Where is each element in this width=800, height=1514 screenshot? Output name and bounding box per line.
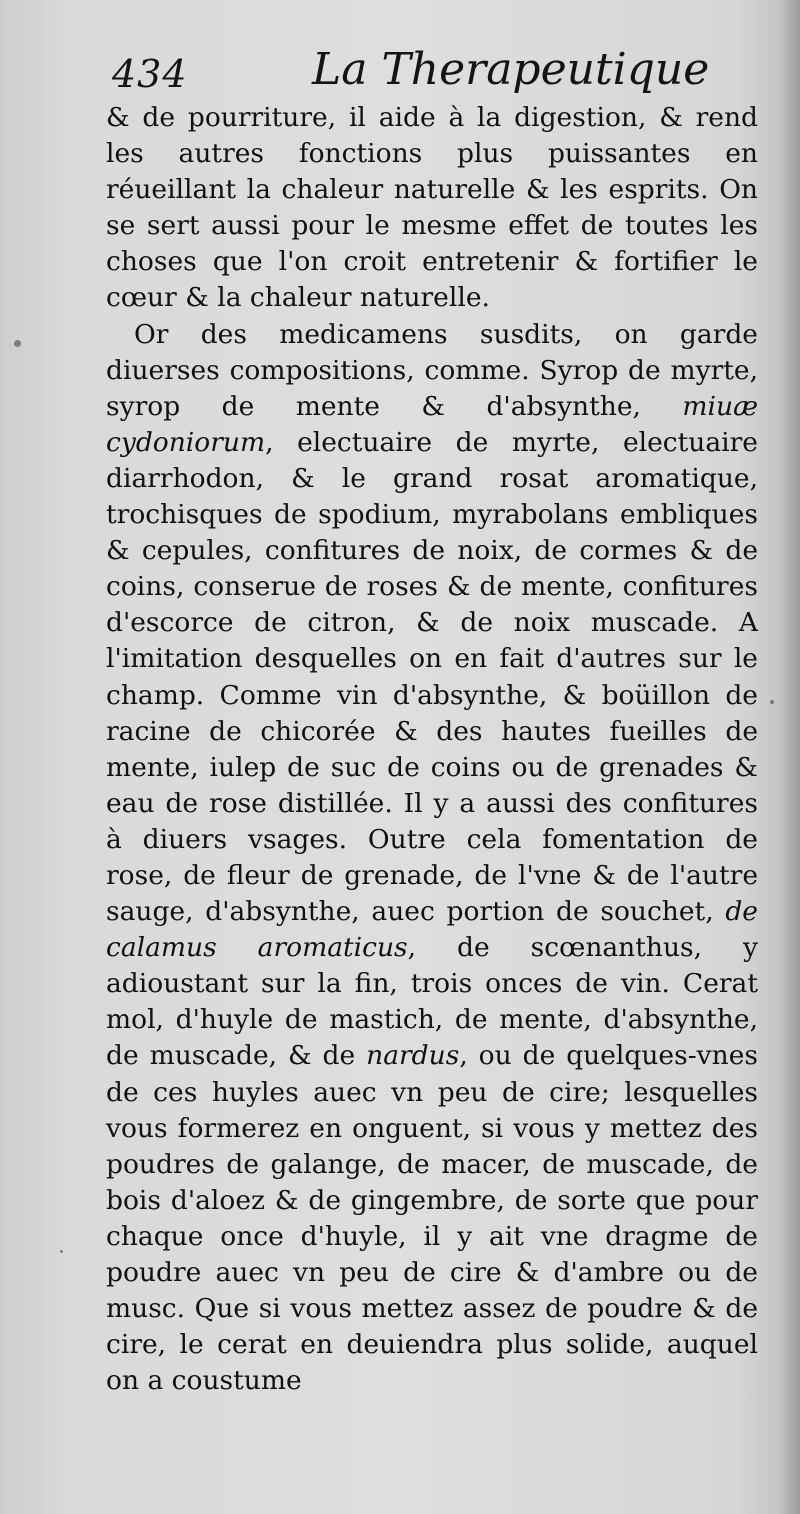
ink-speck xyxy=(14,340,21,347)
paragraph-2 xyxy=(106,317,758,1400)
text-segment: , de scœnanthus, y adioustant sur la fin, trois onces de vin. Cerat mol, d'huyle de mastich, de mente, d'absynthe, de muscade, & de xyxy=(106,932,758,1072)
text-segment: , electuaire de myrte, electuaire diarrhodon, & le grand rosat aromatique, trochisques de spodium, myrabolans embliques & cepules, confitures de noix, de cormes & de coins, conserue de roses & de mente, confitures d'escorce de citron, & de noix muscade. A l'imitation desquelles on en fait d'autres sur le champ. Comme vin d'absynthe, & boüillon de racine de chicorée & des hautes fueilles de mente, iulep de suc de coins ou de grenades & eau de rose distillée. Il y a aussi des confitures à diuers vsages. Outre cela fomentation de rose, de fleur de grenade, de l'vne & de l'autre sauge, d'absynthe, auec portion de souchet, xyxy=(106,426,758,928)
text-segment: & de pourriture, il aide à la digestion, & rend les autres fonctions plus puissantes en réueillant la chaleur naturelle & les esprits. On se sert aussi pour le mesme effet de toutes les choses que l'on croit entretenir & fortifier le cœur & la chaleur naturelle. xyxy=(106,102,758,314)
body-text xyxy=(106,100,758,1399)
latin-term: nardus xyxy=(366,1040,460,1072)
page-gutter-shadow xyxy=(778,0,800,1514)
latin-term: de calamus aromaticus xyxy=(106,896,758,964)
text-segment: Or des medicamens susdits, on garde diuerses compositions, comme. Syrop de myrte, syrop de mente & d'absynthe, xyxy=(106,318,758,422)
latin-term: miuæ cydoniorum xyxy=(106,390,758,458)
text-segment: , ou de quelques-vnes de ces huyles auec vn peu de cire; lesquelles vous formerez en onguent, si vous y mettez des poudres de galange, de macer, de muscade, de bois d'aloez & de gingembre, de sorte que pour chaque once d'huyle, il y ait vne dragme de poudre auec vn peu de cire & d'ambre ou de musc. Que si vous mettez assez de poudre & de cire, le cerat en deuiendra plus solide, auquel on a coustume xyxy=(106,1040,758,1397)
page-number: 434 xyxy=(112,52,188,96)
ink-speck xyxy=(60,1250,63,1253)
paragraph-1 xyxy=(106,100,758,317)
page-header xyxy=(112,40,710,104)
running-title: La Therapeutique xyxy=(312,44,710,95)
ink-speck xyxy=(770,700,774,704)
